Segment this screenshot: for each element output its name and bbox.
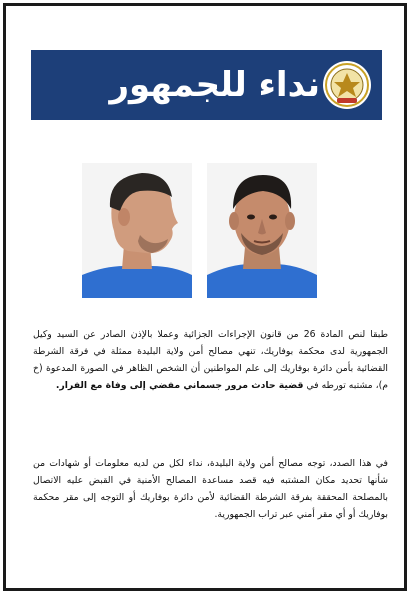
notice-paragraph-2 [33,455,388,523]
header-banner [31,50,382,120]
suspect-profile-photo [82,163,192,298]
paragraph2-text: في هذا الصدد، توجه مصالح أمن ولاية البليدة، نداء لكل من لديه معلومات أو شهادات من شأنها تحديد مكان المشتبه فيه قصد مساعدة المصالح الأمنية في القبض عليه الاتصال بالمصلحة المحققة بفرقة الشرطة القضائية لأمن دائرة بوفاريك أو التوجه إلى مقر محكمة بوفاريك أو أي مقر أمني عبر تراب الجمهورية. [33,458,388,520]
banner-title: نداء للجمهور [109,65,320,105]
police-emblem-icon [322,60,372,110]
suspect-front-photo [207,163,317,298]
paragraph1-bold-text: قضية حادث مرور جسماني مفضي إلى وفاة مع الفرار. [55,380,304,391]
notice-paragraph-1 [33,326,388,394]
paragraph1-text: طبقا لنص المادة 26 من قانون الإجراءات الجزائية وعملا بالإذن الصادر عن السيد وكيل الجمهورية لدى محكمة بوفاريك، تنهي مصالح أمن ولاية البليدة ممثلة في فرقة الشرطة القضائية بأمن دائرة بوفاريك إلى علم المواطنين أن الشخص الظاهر في الصورة المدعوة (خ م)، مشتبه تورطه في [33,329,388,391]
